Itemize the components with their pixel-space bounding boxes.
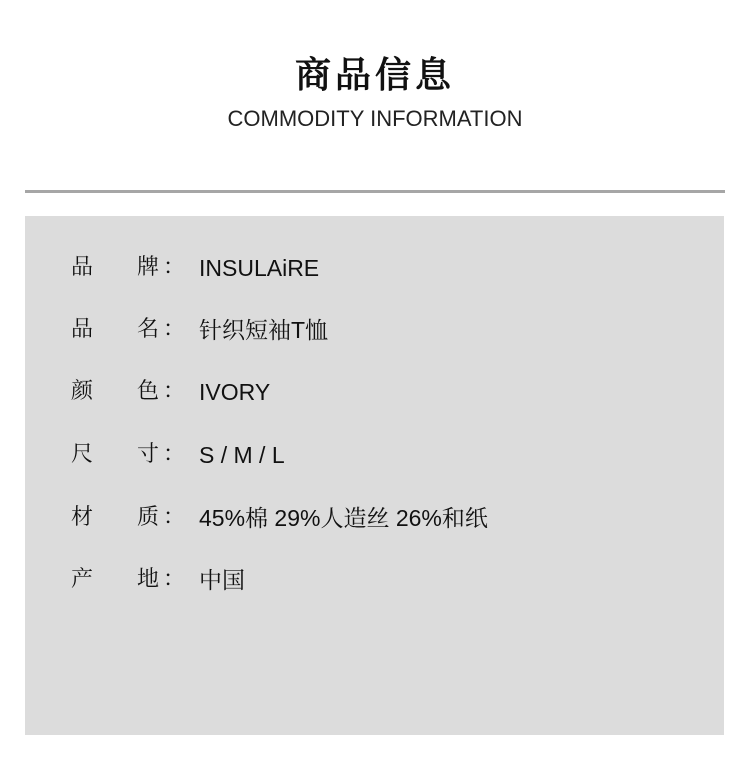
label-char-second: 地 [137, 567, 160, 592]
label-char-second: 牌 [137, 255, 160, 280]
header-divider [25, 190, 725, 193]
label-char-first: 颜 [71, 379, 94, 404]
label-char-first: 品 [71, 255, 94, 280]
info-row-color [25, 374, 724, 410]
info-row-name [25, 312, 724, 348]
info-panel [25, 216, 724, 735]
label-char-first: 材 [71, 505, 94, 530]
page-subtitle: COMMODITY INFORMATION [227, 106, 523, 131]
label-char-first: 尺 [71, 442, 94, 467]
info-value-material: 45%棉 29%人造丝 26%和纸 [199, 505, 488, 531]
info-row-brand [25, 250, 724, 286]
label-colon: ： [163, 442, 186, 467]
info-value-size: S / M / L [199, 442, 285, 468]
info-row-origin [25, 562, 724, 598]
label-char-second: 色 [137, 379, 160, 404]
info-value-brand: INSULAiRE [199, 255, 320, 281]
label-colon: ： [163, 505, 186, 530]
label-char-second: 名 [137, 317, 160, 342]
info-value-color: IVORY [199, 379, 271, 405]
label-colon: ： [163, 317, 186, 342]
info-value-origin: 中国 [199, 567, 245, 593]
label-colon: ： [163, 255, 186, 280]
label-char-second: 寸 [137, 442, 160, 467]
page-title: 商品信息 [294, 55, 455, 96]
info-row-size [25, 437, 724, 473]
label-colon: ： [163, 379, 186, 404]
label-char-first: 产 [71, 567, 94, 592]
label-colon: ： [163, 567, 186, 592]
label-char-first: 品 [71, 317, 94, 342]
info-row-material [25, 500, 724, 536]
info-value-name: 针织短袖T恤 [199, 317, 329, 343]
label-char-second: 质 [137, 505, 160, 530]
